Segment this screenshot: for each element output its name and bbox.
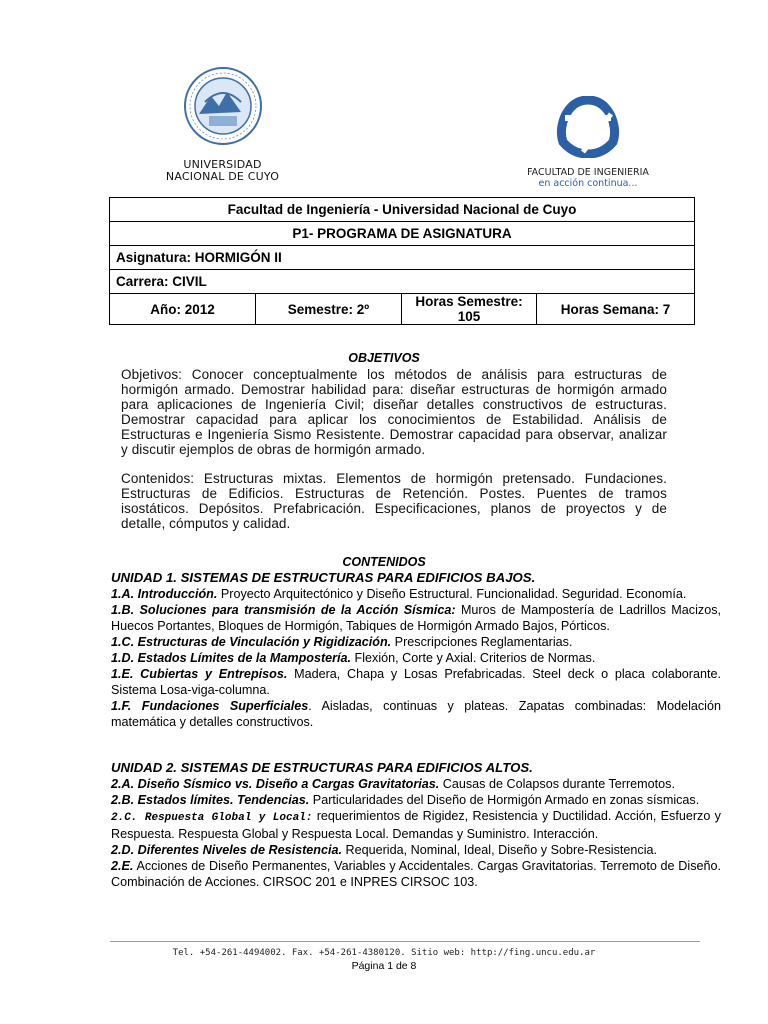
- university-seal-icon: [183, 66, 263, 146]
- list-item: [111, 586, 721, 602]
- item-text: Prescripciones Reglamentarias.: [391, 635, 573, 649]
- university-name-line-2: NACIONAL DE CUYO: [165, 170, 280, 183]
- course-info-table: [109, 197, 695, 325]
- unidad-2-title: UNIDAD 2. SISTEMAS DE ESTRUCTURAS PARA EDIFICIOS ALTOS.: [111, 760, 533, 775]
- item-text: Proyecto Arquitectónico y Diseño Estructural. Funcionalidad. Seguridad. Economía.: [217, 587, 687, 601]
- item-text: Muros de Mampostería de Ladrillos Macizos, Huecos Portantes, Bloques de Hormigón, Tabiques de Hormigón Armado Bajos, Pórticos.: [111, 603, 721, 633]
- asignatura-label: Asignatura:: [116, 250, 192, 265]
- item-text: Flexión, Corte y Axial. Criterios de Normas.: [351, 651, 596, 665]
- item-text: . Aisladas, continuas y plateas. Zapatas combinadas: Modelación matemática y detalles constructivos.: [111, 699, 721, 729]
- list-item: [111, 776, 721, 792]
- list-item: [111, 842, 721, 858]
- item-heading: 1.D. Estados Límites de la Mampostería.: [111, 651, 352, 665]
- list-item: [111, 650, 721, 666]
- faculty-logo-name: FACULTAD DE INGENIERIA: [527, 167, 649, 178]
- institution-title: Facultad de Ingeniería - Universidad Nacional de Cuyo: [110, 198, 695, 222]
- item-heading: 2.C. Respuesta Global y Local:: [111, 812, 313, 824]
- asignatura-row: [110, 246, 695, 270]
- item-heading: 1.B. Soluciones para transmisión de la Acción Sísmica:: [111, 603, 456, 617]
- semestre-cell: Semestre: 2º: [256, 294, 402, 325]
- list-item: [111, 634, 721, 650]
- item-text: Particularidades del Diseño de Hormigón Armado en zonas sísmicas.: [309, 793, 700, 807]
- page-number: Página 1 de 8: [351, 960, 417, 972]
- item-heading: 2.E.: [111, 859, 134, 873]
- item-text: requerimientos de Rigidez, Resistencia y Ductilidad. Acción, Esfuerzo y Respuesta. Respuesta Global y Respuesta Local. Demandas y Suministro. Interacción.: [111, 809, 721, 841]
- list-item: [111, 858, 721, 890]
- list-item: [111, 808, 721, 842]
- item-text: Acciones de Diseño Permanentes, Variables y Accidentales. Cargas Gravitatorias. Terremoto de Diseño. Combinación de Acciones. CIRSOC 201 e INPRES CIRSOC 103.: [111, 859, 721, 889]
- item-heading: 1.C. Estructuras de Vinculación y Rigidización.: [111, 635, 392, 649]
- item-text: Requerida, Nominal, Ideal, Diseño y Sobre-Resistencia.: [342, 843, 657, 857]
- faculty-logo: [518, 96, 658, 189]
- carrera-row: Carrera: CIVIL: [110, 270, 695, 294]
- horas-semana-cell: Horas Semana: 7: [537, 294, 695, 325]
- footer-divider: [110, 941, 700, 942]
- faculty-triangle-icon: [553, 96, 623, 158]
- item-heading: 2.B. Estados límites. Tendencias.: [111, 793, 310, 807]
- list-item: [111, 602, 721, 634]
- asignatura-value: HORMIGÓN II: [194, 250, 282, 265]
- anio-cell: Año: 2012: [110, 294, 256, 325]
- horas-semestre-cell: Horas Semestre: 105: [402, 294, 537, 325]
- faculty-logo-tagline: en acción continua...: [538, 178, 638, 189]
- item-heading: 2.D. Diferentes Niveles de Resistencia.: [111, 843, 342, 857]
- contenidos-summary-paragraph: Contenidos: Estructuras mixtas. Elementos de hormigón pretensado. Fundaciones. Estructuras de Edificios. Estructuras de Retención. Postes. Puentes de tramos isostáticos. Depósitos. Prefabricación. Especificaciones, planos de proyectos y de detalle, cómputos y calidad.: [121, 471, 667, 531]
- list-item: [111, 666, 721, 698]
- objetivos-paragraph: Objetivos: Conocer conceptualmente los métodos de análisis para estructuras de hormigón armado. Demostrar habilidad para: diseñar estructuras de hormigón armado para aplicaciones de Ingeniería Civil; diseñar detalles constructivos de estructuras. Demostrar capacidad para aplicar los conocimientos de Estabilidad. Análisis de Estructuras e Ingeniería Sismo Resistente. Demostrar capacidad para observar, analizar y discutir ejemplos de obras de hormigón armado.: [121, 367, 667, 457]
- list-item: [111, 698, 721, 730]
- item-text: Causas de Colapsos durante Terremotos.: [439, 777, 675, 791]
- university-logo: [160, 66, 285, 183]
- university-name-line-1: UNIVERSIDAD: [183, 158, 262, 171]
- objetivos-title: OBJETIVOS: [348, 351, 420, 365]
- item-heading: 1.A. Introducción.: [111, 587, 218, 601]
- item-heading: 2.A. Diseño Sísmico vs. Diseño a Cargas Gravitatorias.: [111, 777, 440, 791]
- contenidos-title: CONTENIDOS: [342, 555, 426, 569]
- unidad-2-section: [111, 760, 721, 890]
- unidad-1-title: UNIDAD 1. SISTEMAS DE ESTRUCTURAS PARA EDIFICIOS BAJOS.: [111, 570, 536, 585]
- item-text: Madera, Chapa y Losas Prefabricadas. Steel deck o placa colaborante. Sistema Losa-viga-columna.: [111, 667, 722, 697]
- item-heading: 1.F. Fundaciones Superficiales: [111, 699, 309, 713]
- program-subtitle: P1- PROGRAMA DE ASIGNATURA: [110, 222, 695, 246]
- unidad-1-section: [111, 570, 721, 730]
- footer-contact: Tel. +54-261-4494002. Fax. +54-261-4380120. Sitio web: http://fing.uncu.edu.ar: [172, 948, 596, 958]
- item-heading: 1.E. Cubiertas y Entrepisos.: [111, 667, 288, 681]
- list-item: [111, 792, 721, 808]
